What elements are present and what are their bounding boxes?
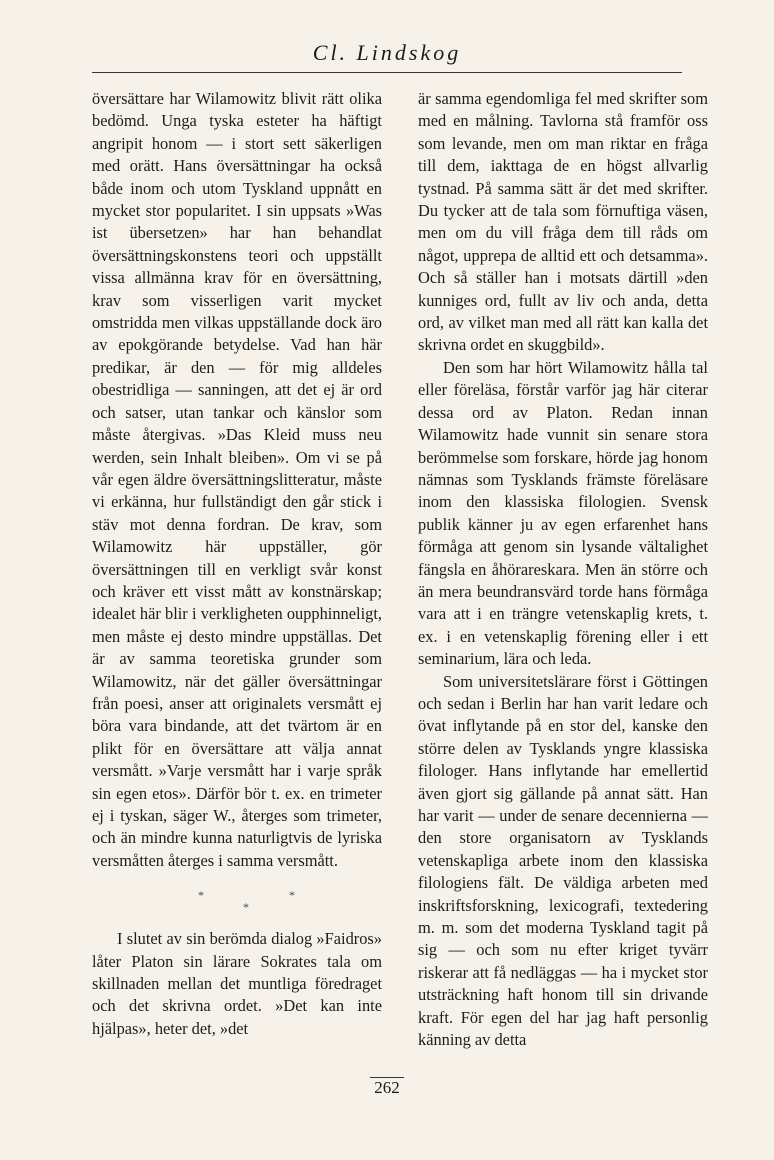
header-rule	[92, 72, 682, 73]
section-separator	[92, 884, 382, 920]
right-paragraph-3: Som universitetslärare först i Göttingen och sedan i Berlin har han varit ledare och övat inflytande på en stor del, kanske den större delen av Tysklands yngre klassiska filologer. Hans inflytande har emellertid även gjort sig gällande på annat sätt. Han har varit — under de senare decennierna — den store organisatorn av Tysklands vetenskapliga arbete inom den klassiska filologiens fält. De väldiga arbeten med inskriftsforskning, lexicografi, textedering m. m. som det moderna Tyskland tagit på sig — och som nu efter kriget tyvärr riskerar att få nedläggas — ha i mycket stor utsträckning haft honom till sin drivande kraft. För egen del har jag haft personlig känning av detta	[418, 671, 708, 1050]
page-number-text: 262	[370, 1077, 404, 1097]
right-paragraph-2: Den som har hört Wilamowitz hålla tal eller föreläsa, förstår varför jag här citerar dessa ord av Platon. Redan innan Wilamowitz hade vunnit sin senare stora berömmelse som forskare, hörde jag honom nämnas som Tysklands främste föreläsare inom den klassiska filologien. Svensk publik känner ju av egen erfarenhet hans förmåga att genom sin lysande vältalighet fängsla en åhörareskara. Men än större och än mera beundransvärd torde hans förmåga vara att i en trängre vetenskaplig krets, t. ex. i en vetenskaplig förening eller i ett seminarium, lära och leda.	[418, 357, 708, 669]
separator-asterisk-1: *	[198, 888, 204, 903]
right-column	[418, 88, 708, 1051]
running-header: Cl. Lindskog	[312, 40, 462, 65]
left-paragraph-2: I slutet av sin berömda dialog »Faidros» låter Platon sin lärare Sokrates tala om skillnaden mellan det muntliga föredraget och det skrivna ordet. »Det kan inte hjälpas», heter det, »det	[92, 929, 382, 1038]
left-paragraph-1: översättare har Wilamowitz blivit rätt olika bedömd. Unga tyska esteter ha häftigt angripit honom — i stort sett säkerligen med orätt. Hans översättningar ha också både inom och utom Tyskland uppnått en mycket stor popularitet. I sin uppsats »Was ist übersetzen» har han behandlat översättningskonstens teori och uppställt vissa allmänna krav för en översättning, krav som visserligen varit mycket omstridda men vilkas uppställande dock äro av epokgörande betydelse. Vad han här predikar, är den — för mig alldeles obestridliga — sanningen, att det ej är ord och satser, utan tankar och känslor som måste återgivas. »Das Kleid muss neu werden, sein Inhalt bleiben». Om vi se på vår egen äldre översättningslitteratur, måste vi erkänna, hur fullständigt den går stick i stäv mot denna fordran. De krav, som Wilamowitz här uppställer, gör översättningen till en verkligt svår konst och kräver ett visst mått av konstnärskap; idealet här blir i verkligheten oupphinneligt, men måste ej desto mindre uppställas. Det är av samma teoretiska grunder som Wilamowitz, när det gäller översättningar från poesi, anser att originalets versmått ej böra vara bindande, att det tvärtom är en plikt för en översättare att välja annat versmått. »Varje versmått har i varje språk sin egen etos». Därför bör t. ex. en trimeter ej i tyskan, säger W., återges som trimeter, och än mindre kunna naturligtvis de lyriska versmåtten återges i samma versmått.	[92, 89, 382, 870]
page-number	[0, 1078, 774, 1098]
right-paragraph-1: är samma egendomliga fel med skrifter som med en målning. Tavlorna stå framför oss som levande, men om man riktar en fråga till dem, iakttaga de en högst allvarlig tystnad. På samma sätt är det med skrifter. Du tycker att de tala som förnuftiga väsen, men om du vill fråga dem till råds om något, upprepa de alltid ett och detsamma». Och så ställer han i motsats därtill »den kunniges ord, fullt av liv och anda, detta ord, av vilket man med all rätt kan kalla det skrivna ordet en skuggbild».	[418, 89, 708, 355]
separator-asterisk-2: *	[243, 900, 249, 915]
separator-asterisk-3: *	[289, 888, 295, 903]
left-column	[92, 88, 382, 1040]
